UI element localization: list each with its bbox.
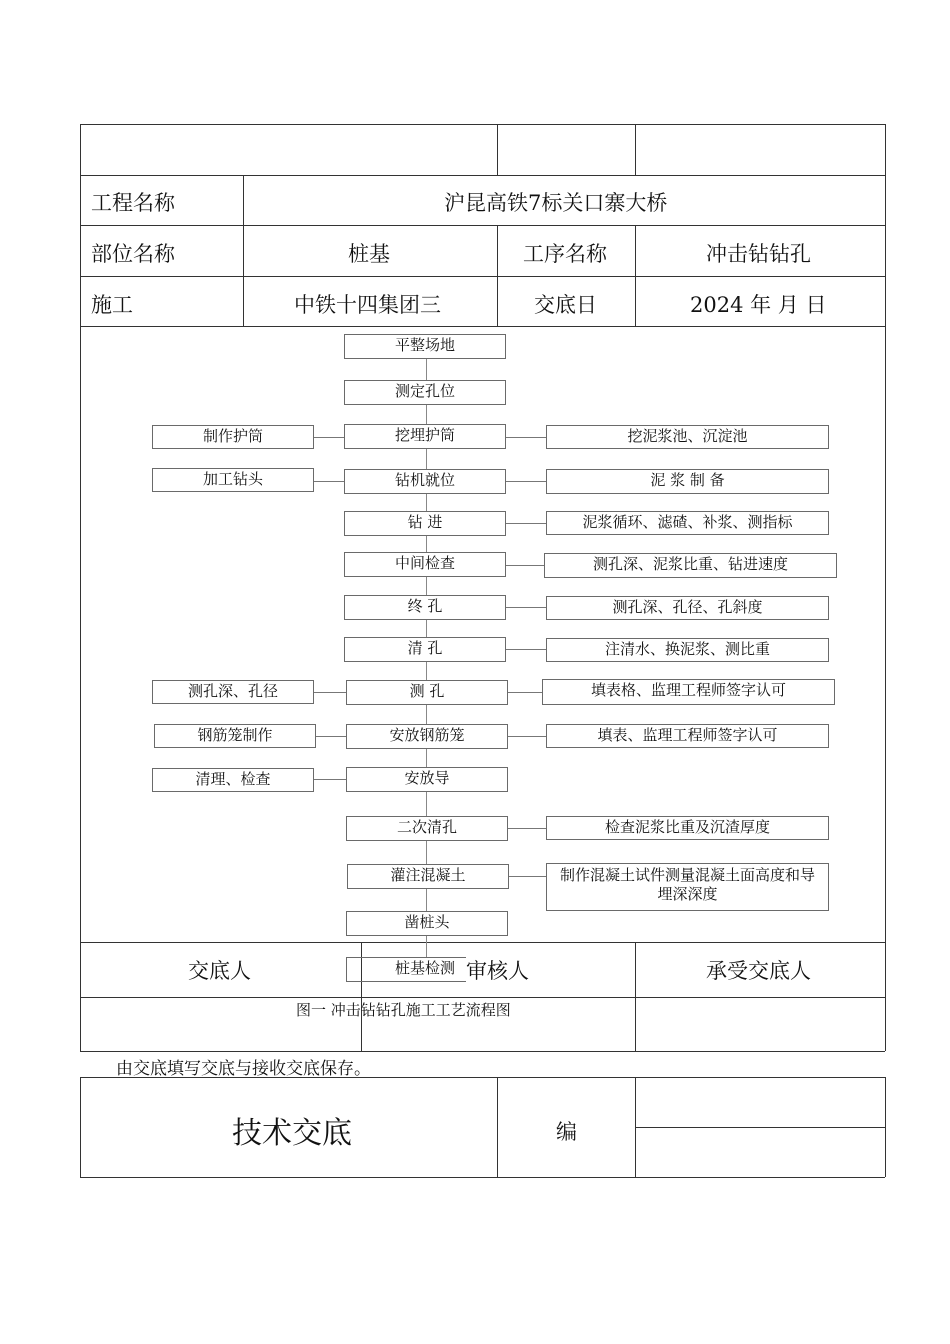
flow-side-left: 测孔深、孔径 [152,680,314,704]
flow-side-right: 泥浆循环、滤碴、补浆、测指标 [546,511,829,535]
part-name-value: 桩基 [348,242,390,266]
flow-step: 测定孔位 [344,380,506,405]
date-value: 2024 年 月 日 [690,293,827,317]
presenter-label: 交底人 [188,959,251,983]
flow-step: 挖埋护筒 [344,424,506,449]
process-name-value: 冲击钻钻孔 [706,242,811,266]
flow-side-right-multiline [546,863,829,911]
date-label: 交底日 [534,293,597,317]
flow-step: 测 孔 [346,680,508,705]
flow-side-left: 钢筋笼制作 [154,724,316,748]
flow-step: 二次清孔 [346,816,508,841]
flow-step-last: 桩基检测 [346,957,468,982]
flow-side-left: 制作护筒 [152,425,314,449]
reviewer-label: 审核人 [466,955,529,985]
flow-step: 安放钢筋笼 [346,724,508,749]
flow-side-right-line: 埋深深度 [657,885,718,903]
footer-code-label: 编 [556,1120,577,1144]
flow-step: 终 孔 [344,595,506,620]
flow-step: 钻 进 [344,511,506,536]
flow-side-right: 测孔深、孔径、孔斜度 [546,596,829,620]
flow-side-right-line: 制作混凝土试件测量混凝土面高度和导 [559,866,815,884]
receiver-label: 承受交底人 [706,959,811,983]
project-name-value: 沪昆高铁7标关口寨大桥 [444,191,668,215]
flow-side-right: 泥 浆 制 备 [546,469,829,494]
flow-step: 平整场地 [344,334,506,359]
flow-side-right: 填表格、监理工程师签字认可 [542,679,835,705]
construction-label: 施工 [91,293,133,317]
footnote: 由交底填写交底与接收交底保存。 [116,1059,371,1079]
footer-title: 技术交底 [232,1116,352,1151]
project-name-label: 工程名称 [91,191,175,215]
flow-side-left: 清理、检查 [152,768,314,792]
flow-side-right: 注清水、换泥浆、测比重 [546,638,829,662]
construction-value: 中铁十四集团三 [294,293,441,317]
flow-step: 灌注混凝土 [347,864,509,889]
flow-side-right: 填表、监理工程师签字认可 [546,724,829,748]
flow-step: 安放导 [346,767,508,792]
flowchart-caption: 图一 冲击钻钻孔施工工艺流程图 [296,1001,511,1019]
flow-side-right: 测孔深、泥浆比重、钻进速度 [544,553,837,578]
flow-step: 清 孔 [344,637,506,662]
flow-step: 中间检查 [344,552,506,577]
flow-side-left: 加工钻头 [152,468,314,492]
part-name-label: 部位名称 [91,242,175,266]
process-name-label: 工序名称 [523,242,607,266]
flow-side-right: 挖泥浆池、沉淀池 [546,425,829,449]
flow-step: 凿桩头 [346,911,508,936]
flow-step: 钻机就位 [344,469,506,494]
flow-side-right: 检查泥浆比重及沉渣厚度 [546,816,829,840]
